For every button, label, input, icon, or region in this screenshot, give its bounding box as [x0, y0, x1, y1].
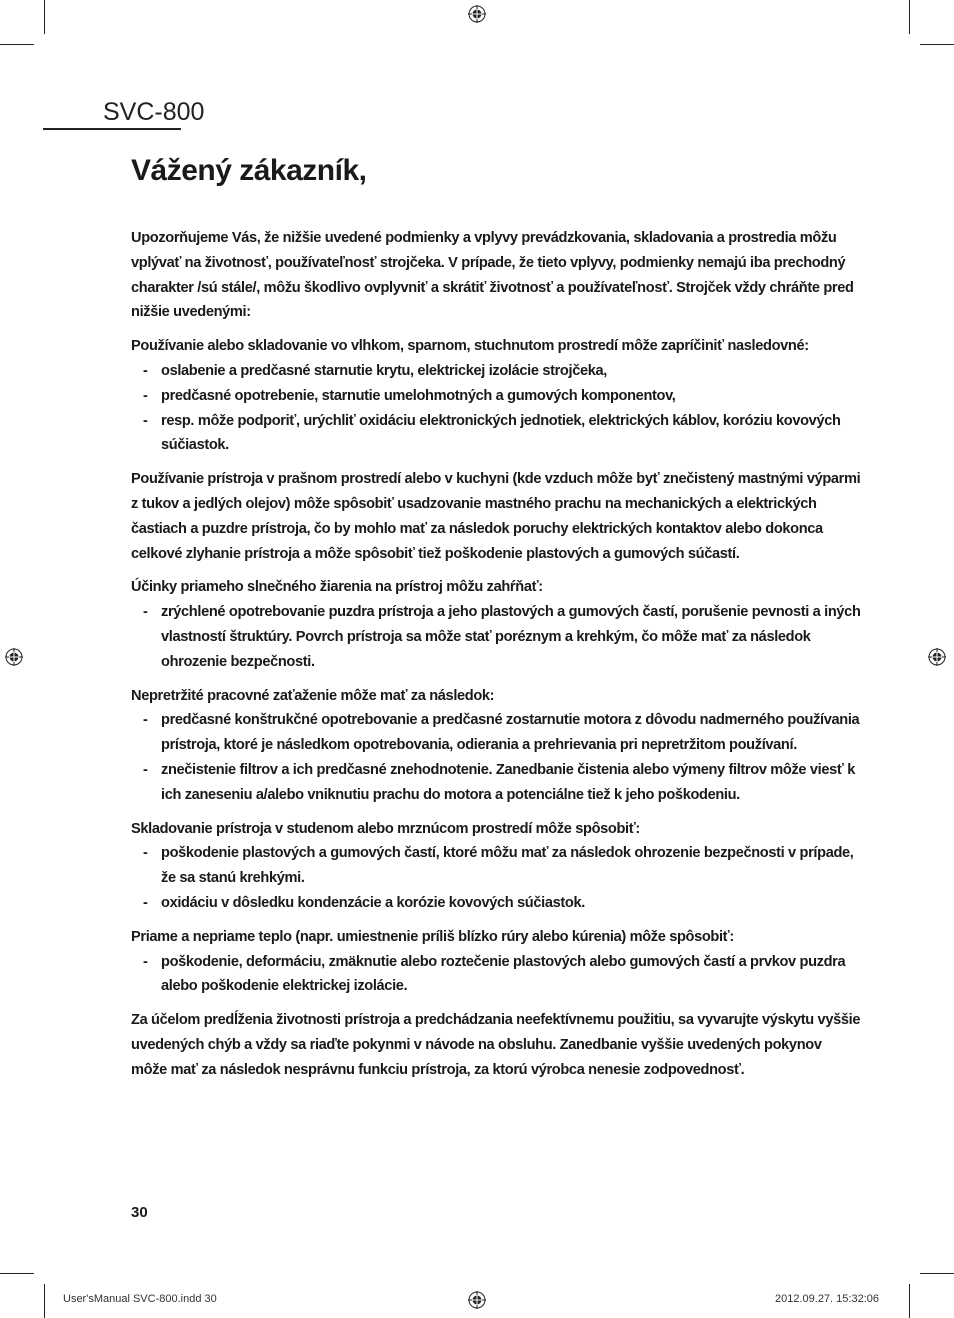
sun-heading: Účinky priameho slnečného žiarenia na prístroj môžu zahŕňať:: [131, 579, 543, 596]
registration-mark-icon: [467, 1290, 487, 1310]
list-item: - oxidáciu v dôsledku kondenzácie a korózie kovových súčiastok.: [131, 891, 861, 916]
registration-mark-icon: [4, 647, 24, 667]
list-item: - predčasné opotrebenie, starnutie umelohmotných a gumových komponentov,: [131, 384, 861, 409]
intro-paragraph: Upozorňujeme Vás, že nižšie uvedené podmienky a vplyvy prevádzkovania, skladovania a prostredia môžu vplývať na životnosť, používateľnosť strojčeka. V prípade, že tieto vplyvy, podmienky nemajú iba prechodný charakter /sú stále/, môžu škodlivo ovplyvniť a skrátiť životnosť a používateľnosť. Strojček vždy chráňte pred nižšie uvedenými:: [131, 230, 854, 321]
dash-marker: -: [143, 953, 148, 970]
crop-mark: [0, 44, 34, 45]
dash-marker: -: [143, 845, 148, 862]
list-item: - predčasné konštrukčné opotrebovanie a predčasné zostarnutie motora z dôvodu nadmerného používania prístroja, ktoré je následkom opotrebovania, odierania a prehrievania pri nepretržitom používaní.: [131, 708, 861, 758]
registration-mark-icon: [927, 647, 947, 667]
crop-mark: [909, 0, 910, 34]
humid-list: [131, 359, 861, 458]
cold-heading: Skladovanie prístroja v studenom alebo mrznúcom prostredí môže spôsobiť:: [131, 820, 640, 837]
list-item: - resp. môže podporiť, urýchliť oxidáciu elektronických jednotiek, elektrických káblov, koróziu kovových súčiastok.: [131, 409, 861, 459]
crop-mark: [0, 1273, 34, 1274]
dash-marker: -: [143, 387, 148, 404]
model-name: SVC-800: [103, 98, 205, 126]
list-item: - oslabenie a predčasné starnutie krytu, elektrickej izolácie strojčeka,: [131, 359, 861, 384]
crop-mark: [920, 44, 954, 45]
crop-mark: [44, 0, 45, 34]
list-item: - poškodenie, deformáciu, zmäknutie alebo roztečenie plastových alebo gumových častí a prvkov puzdra alebo poškodenie elektrickej izolácie.: [131, 950, 861, 1000]
closing-paragraph: Za účelom predĺženia životnosti prístroja a predchádzania neefektívnemu použitiu, sa vyvarujte výskytu vyššie uvedených chýb a vždy sa riaďte pokynmi v návode na obsluhu. Zanedbanie vyššie uvedených pokynov môže mať za následok nesprávnu funkciu prístroja, za ktorú výrobca nenesie zodpovednosť.: [131, 1012, 861, 1078]
crop-mark: [909, 1284, 910, 1318]
dash-marker: -: [143, 761, 148, 778]
sun-list: [131, 600, 861, 674]
heat-heading: Priame a nepriame teplo (napr. umiestnenie príliš blízko rúry alebo kúrenia) môže spôsobiť:: [131, 928, 734, 945]
load-heading: Nepretržité pracovné zaťaženie môže mať za následok:: [131, 687, 495, 704]
header-rule: [43, 128, 181, 130]
crop-mark: [44, 1284, 45, 1318]
dash-marker: -: [143, 412, 148, 429]
document-body: [131, 226, 861, 1083]
print-slug-file: User'sManual SVC-800.indd 30: [63, 1293, 217, 1305]
dash-marker: -: [143, 894, 148, 911]
crop-mark: [920, 1273, 954, 1274]
list-item: - zrýchlené opotrebovanie puzdra prístroja a jeho plastových a gumových častí, porušenie pevnosti a iných vlastností štruktúry. Povrch prístroja sa môže stať poréznym a krehkým, čo môže mať za následok ohrozenie bezpečnosti.: [131, 600, 861, 674]
dusty-paragraph: Používanie prístroja v prašnom prostredí alebo v kuchyni (kde vzduch môže byť znečistený mastnými výparmi z tukov a jedlých olejov) môže spôsobiť usadzovanie mastného prachu na mechanických a elektrických častiach a puzdre prístroja, čo by mohlo mať za následok poruchy elektrických kontaktov alebo dokonca celkové zlyhanie prístroja a môže spôsobiť tiež poškodenie plastových a gumových súčastí.: [131, 471, 861, 562]
heat-list: [131, 950, 861, 1000]
list-item: - poškodenie plastových a gumových častí, ktoré môžu mať za následok ohrozenie bezpečnosti v prípade, že sa stanú krehkými.: [131, 841, 861, 891]
page-number: 30: [131, 1204, 148, 1221]
humid-heading: Používanie alebo skladovanie vo vlhkom, sparnom, stuchnutom prostredí môže zapríčiniť nasledovné:: [131, 338, 809, 355]
dash-marker: -: [143, 604, 148, 621]
registration-mark-icon: [467, 4, 487, 24]
print-slug-date: 2012.09.27. 15:32:06: [775, 1293, 879, 1305]
dash-marker: -: [143, 362, 148, 379]
list-item: - znečistenie filtrov a ich predčasné znehodnotenie. Zanedbanie čistenia alebo výmeny filtrov môže viesť k ich zaneseniu a/alebo vniknutiu prachu do motora a potenciálne tiež k jeho poškodeniu.: [131, 758, 861, 808]
dash-marker: -: [143, 712, 148, 729]
load-list: [131, 708, 861, 807]
cold-list: [131, 841, 861, 915]
page-title: Vážený zákazník,: [131, 154, 367, 187]
